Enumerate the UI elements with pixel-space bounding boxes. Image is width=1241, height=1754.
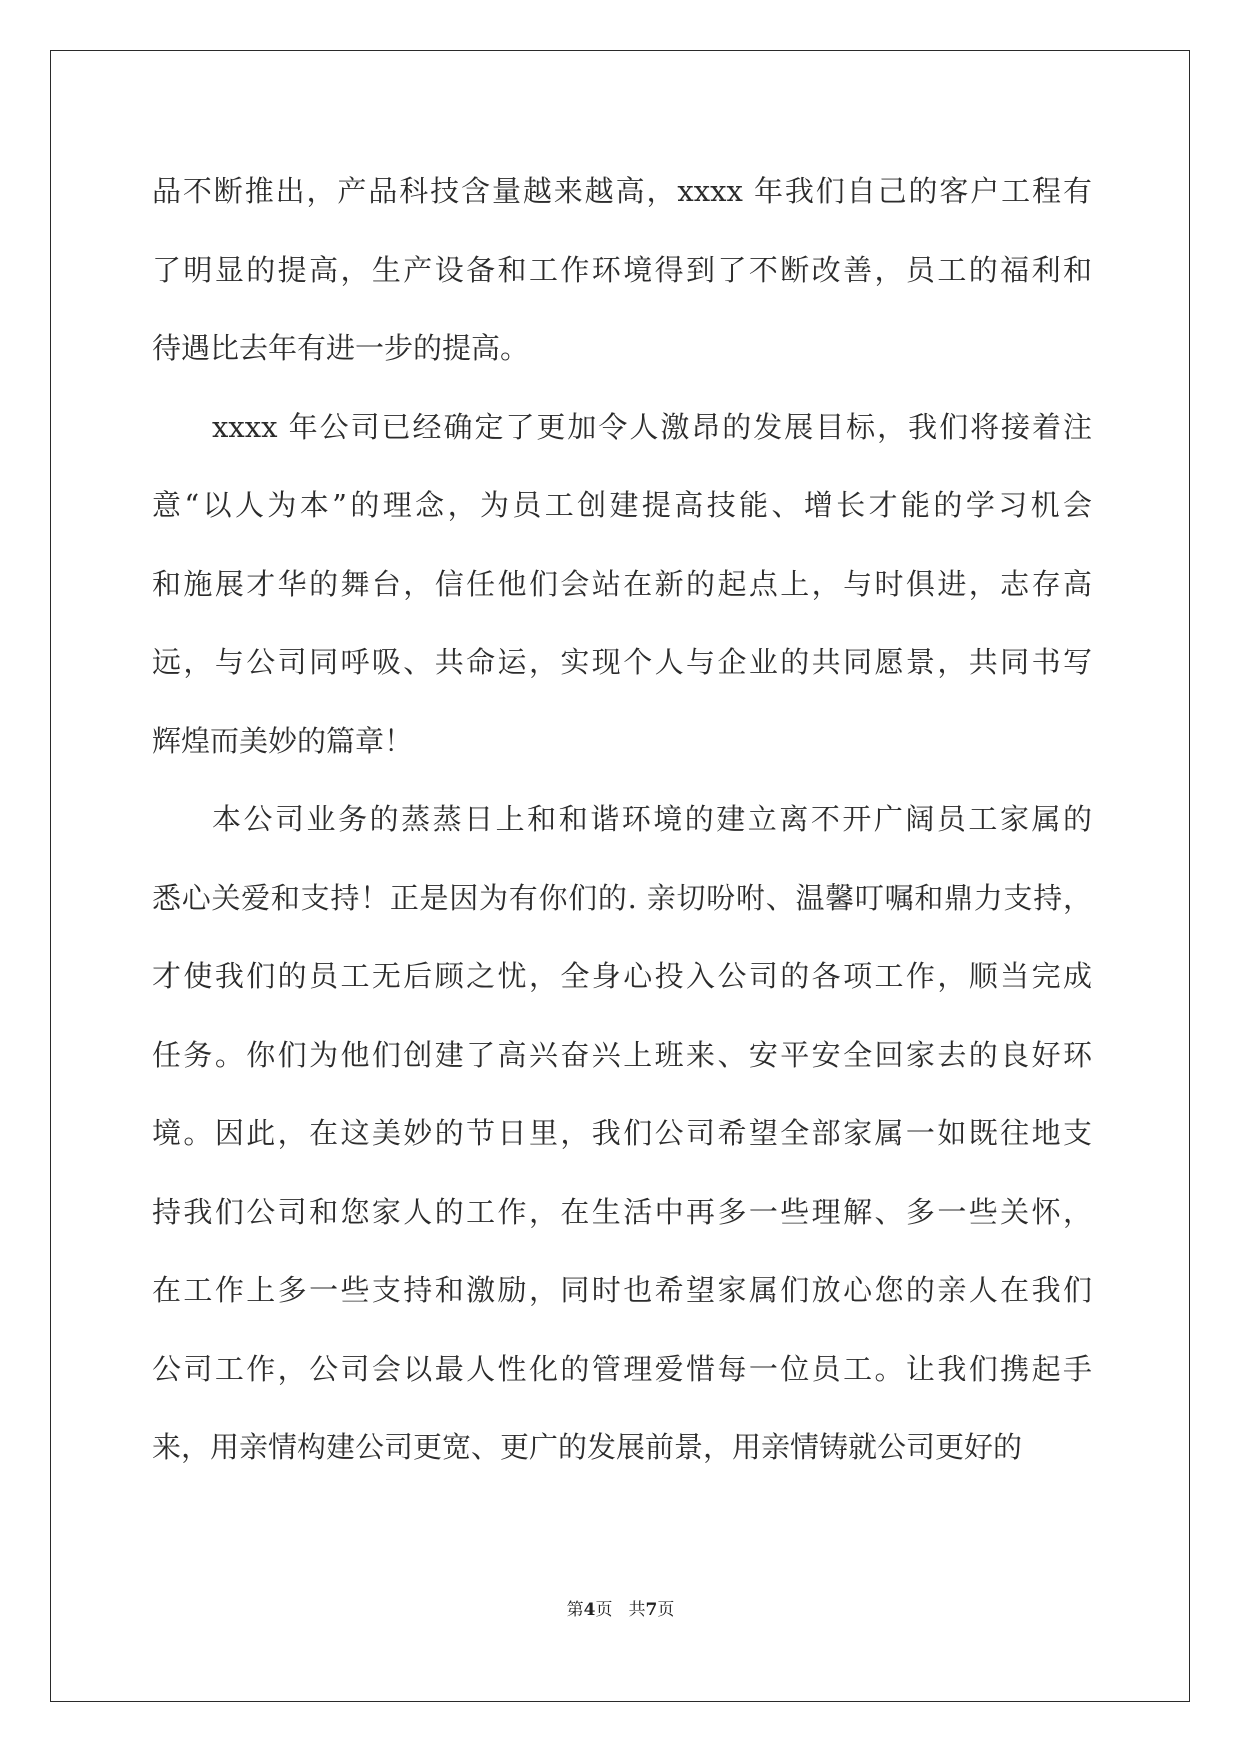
paragraph-line: 待遇比去年有进一步的提高。	[152, 331, 530, 365]
paragraph-line: 任务。你们为他们创建了高兴奋兴上班来、安平安全回家去的良好环	[152, 1037, 1092, 1072]
paragraph-line: 远，与公司同呼吸、共命运，实现个人与企业的共同愿景，共同书写	[152, 645, 1092, 679]
paragraph-line: 了明显的提高，生产设备和工作环境得到了不断改善，员工的福利和	[152, 252, 1092, 287]
paragraph-line: 境。因此，在这美妙的节日里，我们公司希望全部家属一如既往地支	[152, 1116, 1092, 1150]
paragraph-line: 品不断推出，产品科技含量越来越高，xxxx 年我们自己的客户工程有	[152, 174, 1092, 208]
paragraph-line: 公司工作，公司会以最人性化的管理爱惜每一位员工。让我们携起手	[152, 1351, 1092, 1386]
total-pages-prefix: 共	[628, 1600, 646, 1620]
paragraph-line: xxxx 年公司已经确定了更加令人激昂的发展目标，我们将接着注	[212, 409, 1092, 444]
paragraph-line: 持我们公司和您家人的工作，在生活中再多一些理解、多一些关怀，	[152, 1194, 1092, 1229]
total-page-count: 7	[645, 1600, 658, 1620]
current-page-number: 4	[583, 1600, 596, 1620]
paragraph-line: 意“以人为本”的理念，为员工创建提高技能、增长才能的学习机会	[152, 488, 1092, 522]
paragraph-line: 才使我们的员工无后顾之忧，全身心投入公司的各项工作，顺当完成	[152, 959, 1092, 993]
paragraph-line: 在工作上多一些支持和激励，同时也希望家属们放心您的亲人在我们	[152, 1273, 1092, 1307]
paragraph-line: 辉煌而美妙的篇章！	[152, 723, 414, 758]
page-number-prefix: 第	[566, 1600, 584, 1620]
paragraph	[152, 780, 1092, 1487]
document-body	[152, 152, 1092, 1487]
paragraph-line: 来，用亲情构建公司更宽、更广的发展前景，用亲情铸就公司更好的	[152, 1430, 1023, 1464]
page-footer	[0, 1595, 1241, 1620]
paragraph-line: 悉心关爱和支持！正是因为有你们的. 亲切吩咐、温馨叮嘱和鼎力支持，	[152, 880, 1092, 915]
paragraph	[152, 388, 1092, 781]
paragraph-line: 本公司业务的蒸蒸日上和和谐环境的建立离不开广阔员工家属的	[212, 802, 1092, 836]
paragraph-line: 和施展才华的舞台，信任他们会站在新的起点上，与时俱进，志存高	[152, 566, 1092, 601]
total-pages-suffix: 页	[657, 1600, 675, 1620]
page-number-suffix: 页	[595, 1600, 613, 1620]
paragraph	[152, 152, 1092, 388]
